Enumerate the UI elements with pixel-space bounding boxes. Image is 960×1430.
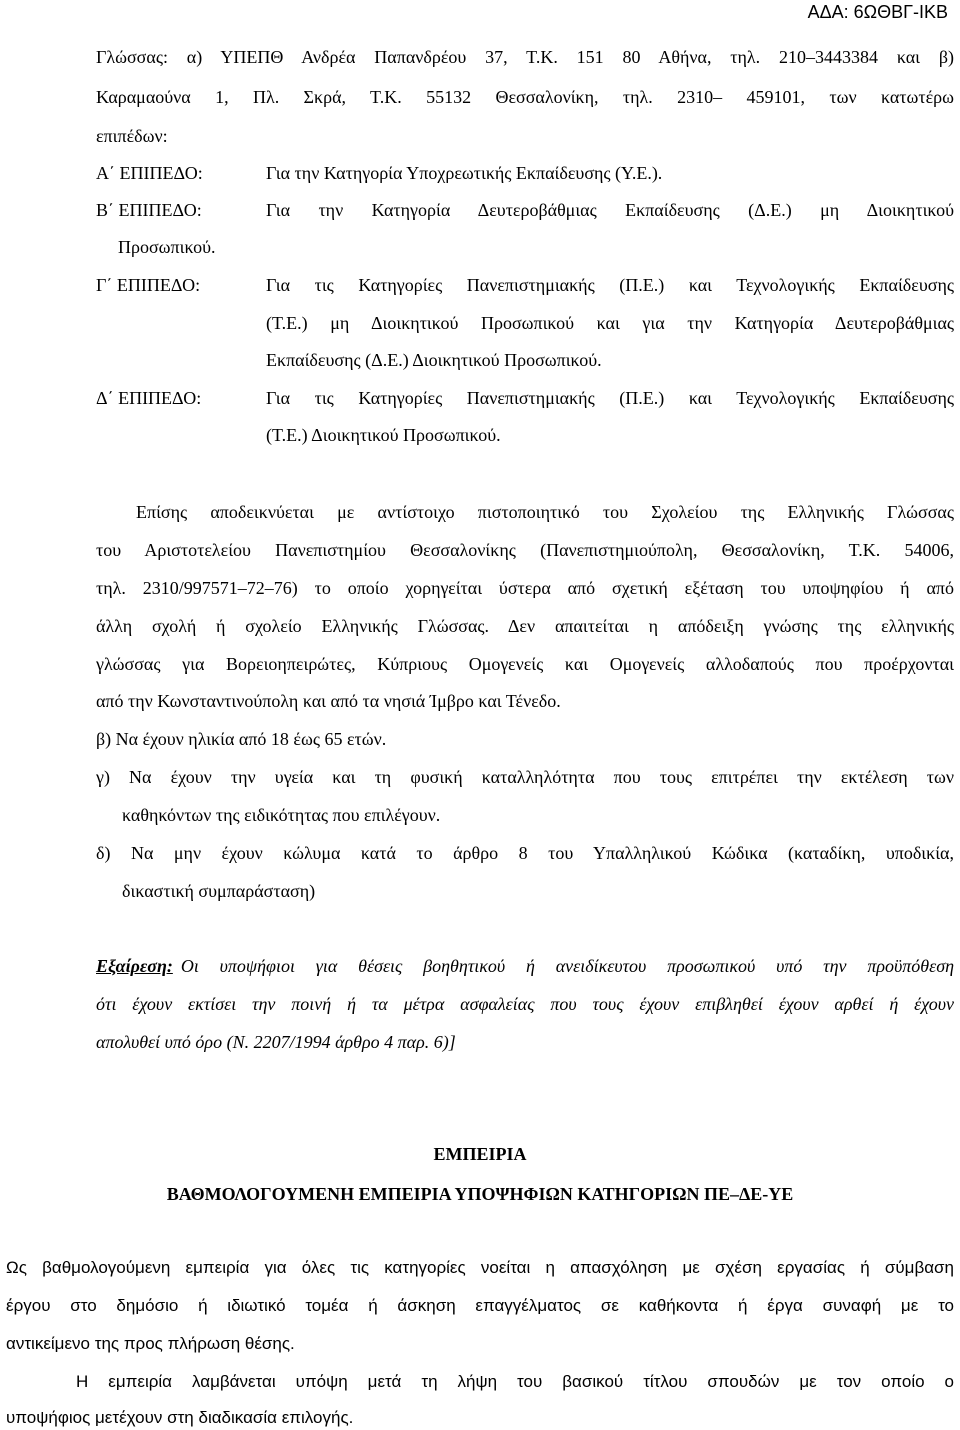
condition-g-line-2: καθηκόντων της ειδικότητας που επιλέγουν. bbox=[122, 805, 441, 825]
para3-line-1: Η εμπειρία λαμβάνεται υπόψη μετά τη λήψη του βασικού τίτλου σπουδών με τον οποίο ο bbox=[76, 1372, 954, 1391]
level-c-line-1: Για τις Κατηγορίες Πανεπιστημιακής (Π.Ε.) και Τεχνολογικής Εκπαίδευσης bbox=[266, 275, 954, 295]
ada-code: ΑΔΑ: 6ΩΘΒΓ-ΙΚΒ bbox=[807, 2, 948, 22]
level-a-label: Α΄ ΕΠΙΠΕΔΟ: bbox=[96, 163, 203, 183]
para1-line-2: του Αριστοτελείου Πανεπιστημίου Θεσσαλονίκης (Πανεπιστημιούπολη, Θεσσαλονίκη, Τ.Κ. 54006, bbox=[96, 540, 954, 560]
intro-line-1: Γλώσσας: α) ΥΠΕΠΘ Ανδρέα Παπανδρέου 37, Τ.Κ. 151 80 Αθήνα, τηλ. 210–3443384 και β) bbox=[96, 47, 954, 67]
level-b-line-2: Προσωπικού. bbox=[118, 237, 216, 257]
condition-g-line-1: γ) Να έχουν την υγεία και τη φυσική καταλληλότητα που τους επιτρέπει την εκτέλεση των bbox=[96, 767, 954, 787]
level-c-label: Γ΄ ΕΠΙΠΕΔΟ: bbox=[96, 275, 201, 295]
exception-line-2: ότι έχουν εκτίσει την ποινή ή τα μέτρα ασφαλείας που τους έχουν επιβληθεί έχουν αρθεί ή έχουν bbox=[96, 994, 954, 1014]
intro-line-3: επιπέδων: bbox=[96, 126, 168, 146]
para1-line-5: γλώσσας για Βορειοηπειρώτες, Κύπριους Ομογενείς και Ομογενείς αλλοδαπούς που προέρχονται bbox=[96, 654, 954, 674]
condition-d-line-1: δ) Να μην έχουν κώλυμα κατά το άρθρο 8 του Υπαλληλικού Κώδικα (καταδίκη, υποδικία, bbox=[96, 843, 954, 863]
exception-line-3: απολυθεί υπό όρο (Ν. 2207/1994 άρθρο 4 παρ. 6)] bbox=[96, 1032, 456, 1052]
exception-text-1: Οι υποψήφιοι για θέσεις βοηθητικού ή ανειδίκευτου προσωπικού υπό την προϋπόθεση bbox=[180, 956, 954, 976]
intro-line-2: Καραμαούνα 1, Πλ. Σκρά, Τ.Κ. 55132 Θεσσαλονίκη, τηλ. 2310– 459101, των κατωτέρω bbox=[96, 87, 954, 107]
exception-label: Εξαίρεση: bbox=[96, 956, 173, 976]
condition-b: β) Να έχουν ηλικία από 18 έως 65 ετών. bbox=[96, 729, 387, 749]
section-title: ΕΜΠΕΙΡΙΑ bbox=[433, 1144, 527, 1164]
section-subtitle: ΒΑΘΜΟΛΟΓΟΥΜΕΝΗ ΕΜΠΕΙΡΙΑ ΥΠΟΨΗΦΙΩΝ ΚΑΤΗΓΟΡΙΩΝ ΠΕ–ΔΕ-ΥΕ bbox=[166, 1184, 794, 1204]
level-a-line-1: Για την Κατηγορία Υποχρεωτικής Εκπαίδευσης (Υ.Ε.). bbox=[266, 163, 663, 183]
level-d-line-2: (Τ.Ε.) Διοικητικού Προσωπικού. bbox=[266, 425, 501, 445]
para2-line-3: αντικείμενο της προς πλήρωση θέσης. bbox=[6, 1334, 295, 1353]
para2-line-2: έργου στο δημόσιο ή ιδιωτικό τομέα ή άσκηση επαγγέλματος σε καθήκοντα ή έργα συναφή με το bbox=[6, 1296, 954, 1315]
condition-d-line-2: δικαστική συμπαράσταση) bbox=[122, 881, 316, 901]
level-d-label: Δ΄ ΕΠΙΠΕΔΟ: bbox=[96, 388, 202, 408]
para1-line-6: από την Κωνσταντινούπολη και από τα νησιά Ίμβρο και Τένεδο. bbox=[96, 691, 561, 711]
level-b-label: Β΄ ΕΠΙΠΕΔΟ: bbox=[96, 200, 202, 220]
para2-line-1: Ως βαθμολογούμενη εμπειρία για όλες τις κατηγορίες νοείται η απασχόληση με σχέση εργασίας ή σύμβαση bbox=[6, 1258, 954, 1277]
level-c-line-2: (Τ.Ε.) μη Διοικητικού Προσωπικού και για την Κατηγορία Δευτεροβάθμιας bbox=[266, 313, 954, 333]
para3-line-2: υποψήφιος μετέχουν στη διαδικασία επιλογής. bbox=[6, 1408, 354, 1427]
para1-line-4: άλλη σχολή ή σχολείο Ελληνικής Γλώσσας. Δεν απαιτείται η απόδειξη γνώσης της ελληνικής bbox=[96, 616, 954, 636]
exception-line-1 bbox=[96, 954, 954, 978]
para1-line-3: τηλ. 2310/997571–72–76) το οποίο χορηγείται ύστερα από σχετική εξέταση του υποψηφίου ή από bbox=[96, 578, 954, 598]
level-d-line-1: Για τις Κατηγορίες Πανεπιστημιακής (Π.Ε.) και Τεχνολογικής Εκπαίδευσης bbox=[266, 388, 954, 408]
para1-line-1: Επίσης αποδεικνύεται με αντίστοιχο πιστοποιητικό του Σχολείου της Ελληνικής Γλώσσας bbox=[136, 502, 954, 522]
level-b-line-1: Για την Κατηγορία Δευτεροβάθμιας Εκπαίδευσης (Δ.Ε.) μη Διοικητικού bbox=[266, 200, 954, 220]
level-c-line-3: Εκπαίδευσης (Δ.Ε.) Διοικητικού Προσωπικού. bbox=[266, 350, 602, 370]
